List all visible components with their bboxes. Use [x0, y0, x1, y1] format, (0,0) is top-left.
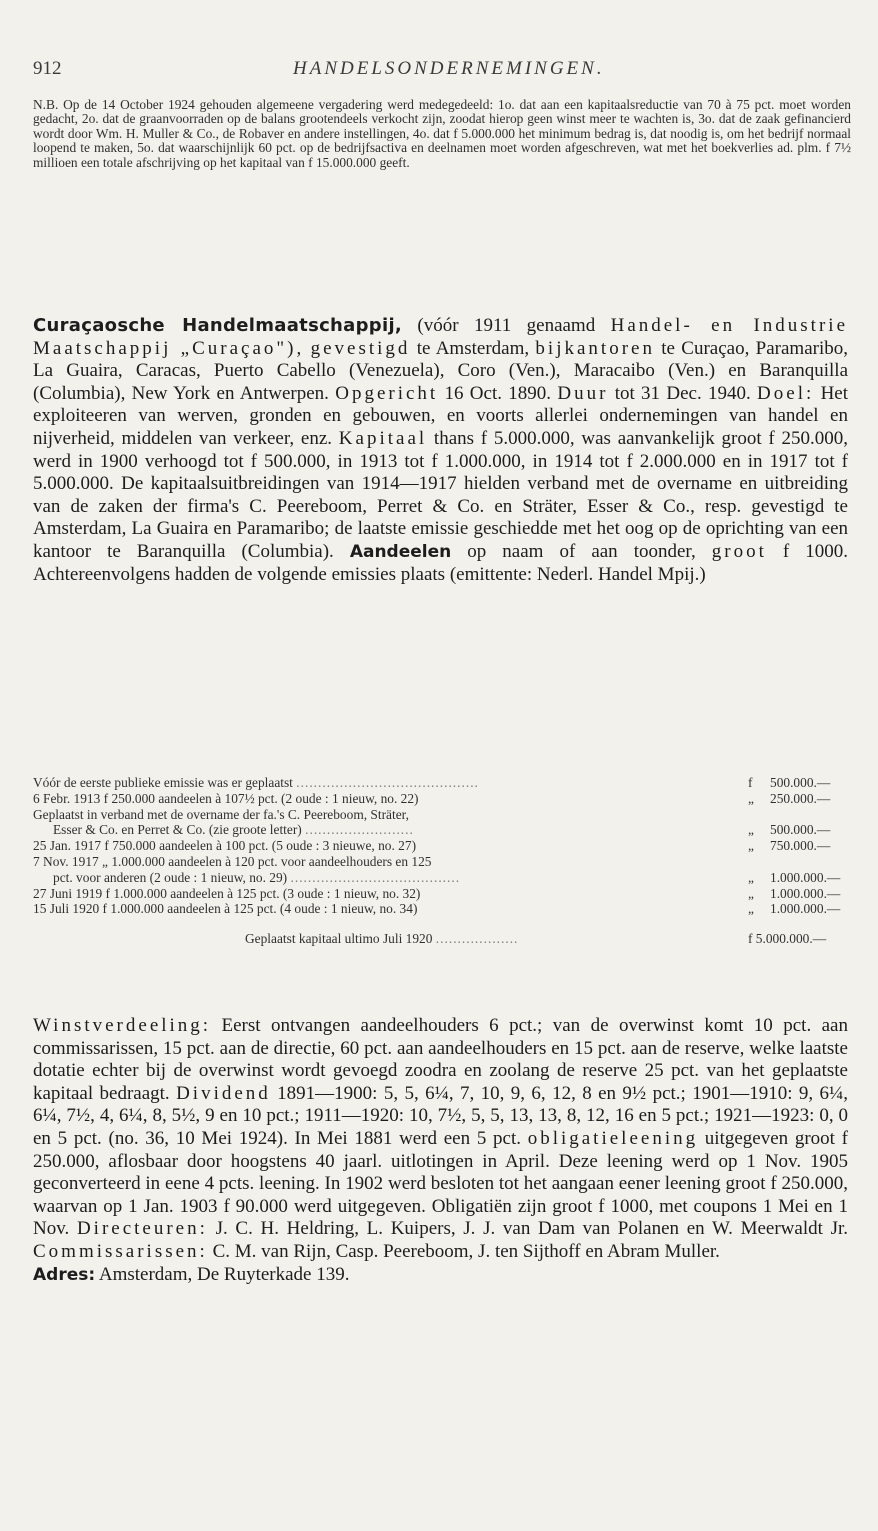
- text-bond-loan: uitgegeven groot f 250.000, aflosbaar door hoogstens 40 jaarl. uitlotingen in April. Deze leening werd op 1 Nov. 1905 geconverteerd in eene 4 pcts. leening. In 1902 werd besloten tot het aangaan eener leening groot f 250.000, waarvan op 1 Jan. 1903 f 90.000 werd uitgegeven. Obligatiën zijn groot f 1000, met coupons 1 Mei en 1 Nov.: [33, 1127, 848, 1240]
- text-dividends: 1891—1900: 5, 5, 6¼, 7, 10, 9, 6, 12, 8 en 9½ pct.; 1901—1910: 9, 6¼, 6¼, 7½, 4, 6¼, 8, 5½, 9 en 10 pct.; 1911—1920: 10, 7½, 5, 5, 13, 13, 8, 12, 16 en 5 pct.; 1921—1923: 0, 0 en 5 pct. (no. 36, 10 Mei 1924). In Mei 1881 werd een 5 pct.: [33, 1082, 849, 1149]
- row-currency: „: [748, 901, 754, 917]
- label-commissarissen: Commissarissen:: [33, 1240, 208, 1262]
- row-amount: 500.000.—: [770, 775, 831, 790]
- row-description: 27 Juni 1919 f 1.000.000 aandeelen à 125 pct. (3 oude : 1 nieuw, no. 32): [33, 885, 421, 901]
- row-currency: „: [748, 838, 754, 854]
- label-doel: Doel:: [757, 382, 815, 404]
- table-row: [33, 791, 848, 807]
- text-branches: te Curaçao, Paramaribo, La Guaira, Caracas, Puerto Cabello (Venezuela), Coro (Ven.), Maracaibo (Ven.) en Baranquilla (Columbia), New York en Antwerpen.: [33, 337, 848, 404]
- text-capital: thans f 5.000.000, was aanvankelijk groot f 250.000, werd in 1900 verhoogd tot f 500.000, in 1913 tot f 1.000.000, in 1914 tot f 2.000.000 en in 1917 tot f 5.000.000. De kapitaalsuitbreidingen van 1914—1917 hielden verband met de overname en uitbreiding van de zaken der firma's C. Peereboom, Perret & Co. en Sträter, Esser & Co., resp. gevestigd te Amsterdam, La Guaira en Paramaribo; de laatste emissie geschiedde met het oog op de oprichting van een kantoor te Baranquilla (Columbia).: [33, 427, 848, 562]
- row-amount: 1.000.000.—: [770, 885, 841, 901]
- row-amount: 500.000.—: [770, 822, 831, 838]
- label-bijkantoren: bijkantoren: [535, 337, 655, 359]
- row-description: Esser & Co. en Perret & Co. (zie groote letter) .........................: [53, 822, 414, 838]
- label-opgericht: Opgericht: [335, 382, 439, 404]
- row-description: 25 Jan. 1917 f 750.000 aandeelen à 100 pct. (5 oude : 3 nieuwe, no. 27): [33, 838, 417, 854]
- company-entry-continued: [33, 1015, 848, 1286]
- text-purpose: Het exploiteeren van werven, gronden en gebouwen, en voorts allerlei ondernemingen van handel en nijverheid, middelen van verkeer, enz.: [33, 382, 848, 449]
- row-description: Vóór de eerste publieke emissie was er geplaatst ..........................................: [33, 775, 479, 790]
- label-aandeelen: Aandeelen: [349, 541, 452, 562]
- row-currency: „: [748, 790, 754, 806]
- label-adres: Adres:: [33, 1264, 96, 1285]
- table-row: [33, 886, 848, 902]
- row-description: Geplaatst in verband met de overname der fa.'s C. Peereboom, Sträter,: [33, 806, 409, 822]
- row-amount: 1.000.000.—: [770, 901, 841, 917]
- label-obligatieleening: obligatieleening: [527, 1127, 699, 1149]
- text-commissioners: C. M. van Rijn, Casp. Peereboom, J. ten Sijthoff en Abram Muller.: [207, 1240, 720, 1262]
- label-duur: Duur: [557, 382, 609, 404]
- label-directeuren: Directeuren:: [76, 1218, 208, 1240]
- text-emissions-intro: f 1000. Achtereenvolgens hadden de volgende emissies plaats (emittente: Nederl. Handel Mpij.): [33, 540, 848, 585]
- row-description: pct. voor anderen (2 oude : 1 nieuw, no. 29) .......................................: [53, 869, 461, 885]
- page-header: [33, 58, 833, 88]
- label-groot: groot: [711, 540, 767, 562]
- table-row: [33, 775, 848, 791]
- row-currency: „: [748, 869, 754, 885]
- text-founded: 16 Oct. 1890.: [438, 382, 558, 404]
- row-amount: 250.000.—: [770, 790, 831, 806]
- running-title: HANDELSONDERNEMINGEN.: [293, 58, 605, 79]
- label-dividend: Dividend: [176, 1082, 271, 1104]
- row-currency: „: [748, 885, 754, 901]
- total-amount: f 5.000.000.—: [748, 931, 827, 947]
- company-name: Curaçaosche Handelmaatschappij,: [33, 315, 403, 336]
- label-gevestigd: gevestigd: [310, 337, 411, 359]
- label-winstverdeeling: Winstverdeeling:: [33, 1015, 212, 1036]
- row-currency: f: [748, 775, 753, 790]
- row-amount: 1.000.000.—: [770, 869, 841, 885]
- table-row: [33, 854, 848, 870]
- row-description: 7 Nov. 1917 „ 1.000.000 aandeelen à 120 pct. voor aandeelhouders en 125: [33, 853, 432, 869]
- former-name: Handel- en Industrie Maatschappij „Curaçao"),: [33, 315, 849, 359]
- row-description: 15 Juli 1920 f 1.000.000 aandeelen à 125 pct. (4 oude : 1 nieuw, no. 34): [33, 901, 418, 917]
- text-duration: tot 31 Dec. 1940.: [608, 382, 758, 404]
- row-currency: „: [748, 822, 754, 838]
- text-shares: op naam of aan toonder,: [451, 540, 712, 562]
- emissions-table: [33, 775, 848, 947]
- text-location: te Amsterdam,: [410, 337, 536, 359]
- total-row: [33, 931, 848, 947]
- text-former-intro: (vóór 1911 genaamd: [402, 315, 611, 336]
- label-kapitaal: Kapitaal: [338, 427, 428, 449]
- company-entry: [33, 315, 848, 586]
- table-row: [33, 901, 848, 917]
- table-row: [33, 838, 848, 854]
- nb-note: N.B. Op de 14 October 1924 gehouden algemeene vergadering werd medegedeeld: 1o. dat aan een kapitaalsreductie van 70 à 75 pct. moet worden gedacht, 2o. dat de graanvoorraden op de balans grootendeels verkocht zijn, zoodat hierop geen winst meer te wachten is, 3o. dat de zaak gefinancierd wordt door Wm. H. Muller & Co., de Robaver en andere instellingen, 4o. dat f 5.000.000 het minimum bedrag is, dat noodig is, om het bedrijf normaal loopend te maken, 5o. dat waarschijnlijk 60 pct. op de bedrijfsactiva en deelnamen moet worden afgeschreven, wat met het boekverlies ad. plm. f 7½ millioen een totale afschrijving op het kapitaal van f 15.000.000 geeft.: [33, 97, 851, 170]
- table-row: [33, 870, 848, 886]
- total-label: Geplaatst kapitaal ultimo Juli 1920 ...................: [245, 931, 519, 947]
- table-row: [33, 807, 848, 823]
- text-profit-distribution: Eerst ontvangen aandeelhouders 6 pct.; van de overwinst komt 10 pct. aan commissarissen, 15 pct. aan de directie, 60 pct. aan aandeelhouders en 15 pct. aan de reserve, welke laatste dotatie echter bij de overwinst wordt gevoegd zoodra en zoolang de reserve 25 pct. van het geplaatste kapitaal bedraagt.: [33, 1015, 848, 1104]
- row-description: 6 Febr. 1913 f 250.000 aandeelen à 107½ pct. (2 oude : 1 nieuw, no. 22): [33, 790, 419, 806]
- page-number: 912: [33, 58, 62, 79]
- text-address: Amsterdam, De Ruyterkade 139.: [95, 1263, 350, 1285]
- text-directors: J. C. H. Heldring, L. Kuipers, J. J. van Dam van Polanen en W. Meerwaldt Jr.: [207, 1218, 848, 1240]
- table-row: [33, 822, 848, 838]
- row-amount: 750.000.—: [770, 838, 831, 854]
